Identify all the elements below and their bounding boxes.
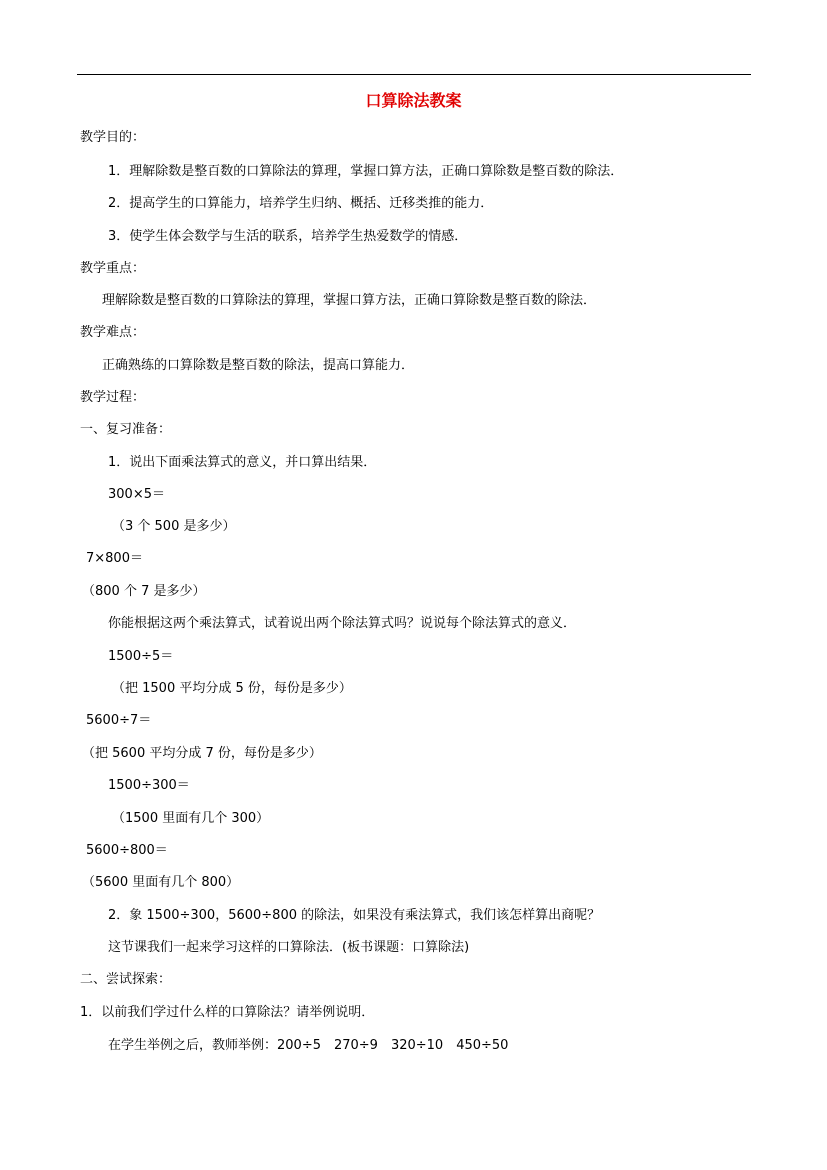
explore-step-1: 1．以前我们学过什么样的口算除法？请举例说明． [80,1005,375,1020]
equation-line: 7×800＝ [86,551,143,566]
equation-meaning: （把 1500 平均分成 5 份，每份是多少） [112,681,352,696]
part-heading-review: 一、复习准备： [80,422,172,437]
difficulties-text: 正确熟练的口算除数是整百数的除法，提高口算能力． [102,358,415,373]
objective-item-2: 2．提高学生的口算能力，培养学生归纳、概括、迁移类推的能力． [108,196,494,211]
equation-line: 1500÷5＝ [108,649,174,664]
review-step-2: 2．象 1500÷300，5600÷800 的除法，如果没有乘法算式，我们该怎样算出商呢？ [108,908,601,923]
page-title: 口算除法教案 [365,91,462,110]
key-points-text: 理解除数是整百数的口算除法的算理，掌握口算方法，正确口算除数是整百数的除法． [102,293,597,308]
review-question: 你能根据这两个乘法算式，试着说出两个除法算式吗？说说每个除法算式的意义． [108,616,577,631]
equation-meaning: （1500 里面有几个 300） [112,811,270,826]
equation-meaning: （800 个 7 是多少） [82,584,206,599]
objective-item-3: 3．使学生体会数学与生活的联系，培养学生热爱数学的情感． [108,229,468,244]
teacher-examples: 在学生举例之后，教师举例：200÷5 270÷9 320÷10 450÷50 [108,1038,509,1053]
equation-line: 1500÷300＝ [108,778,190,793]
section-heading-objectives: 教学目的： [80,130,146,145]
equation-meaning: （3 个 500 是多少） [112,519,236,534]
equation-line: 300×5＝ [108,487,165,502]
lesson-intro: 这节课我们一起来学习这样的口算除法．(板书课题：口算除法) [108,940,470,955]
review-step-1: 1．说出下面乘法算式的意义，并口算出结果． [108,455,377,470]
equation-meaning: （把 5600 平均分成 7 份，每份是多少） [82,746,322,761]
equation-meaning: （5600 里面有几个 800） [82,875,240,890]
equation-line: 5600÷7＝ [86,713,152,728]
equation-line: 5600÷800＝ [86,843,168,858]
part-heading-explore: 二、尝试探索： [80,972,172,987]
section-heading-process: 教学过程： [80,390,146,405]
objective-item-1: 1．理解除数是整百数的口算除法的算理，掌握口算方法，正确口算除数是整百数的除法． [108,164,624,179]
header-rule [77,74,751,75]
section-heading-key-points: 教学重点： [80,261,146,276]
section-heading-difficulties: 教学难点： [80,325,146,340]
